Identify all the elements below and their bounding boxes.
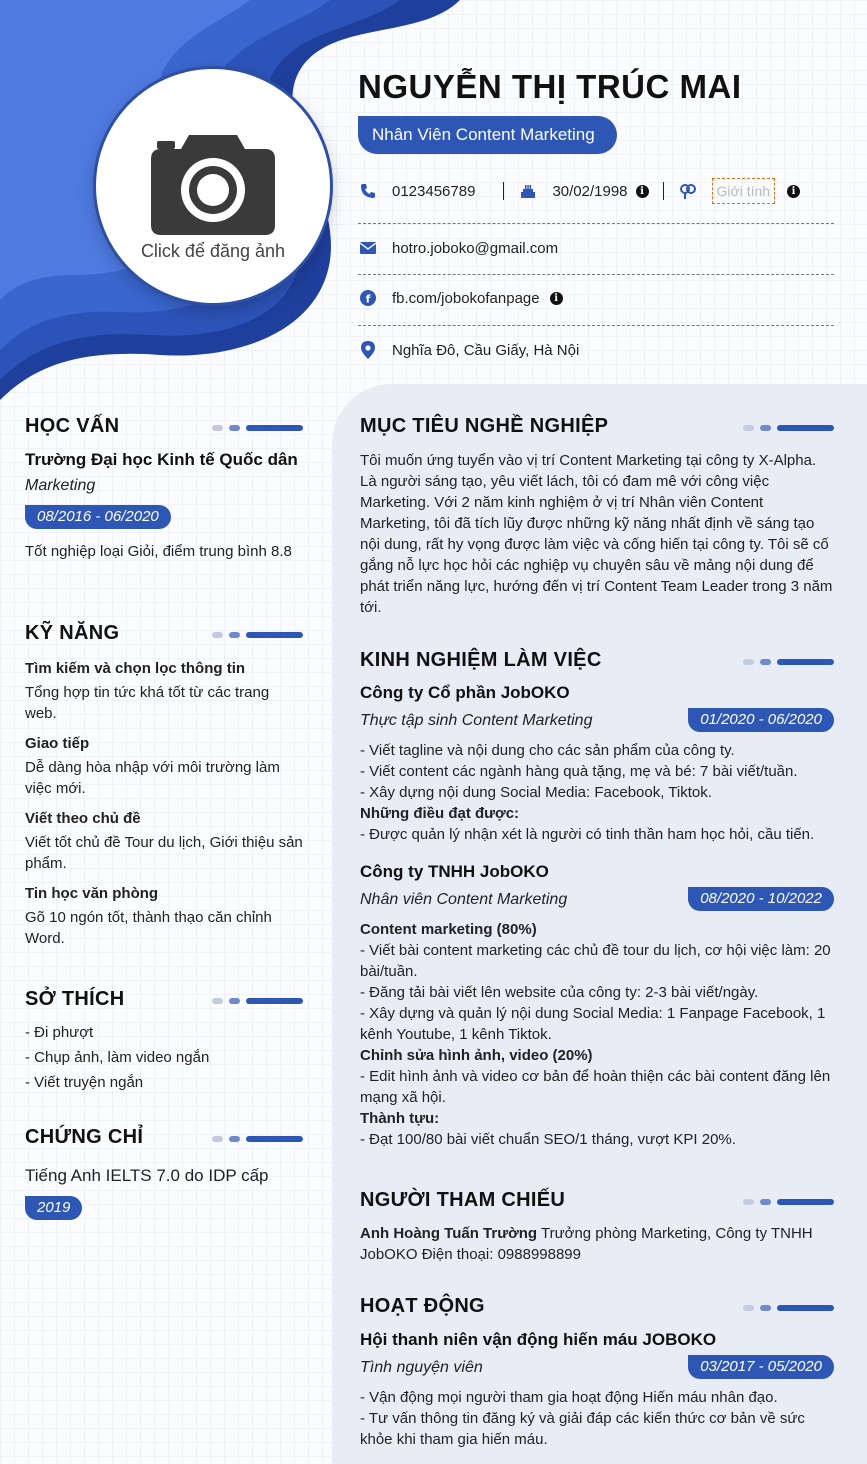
position-badge[interactable]: Nhân Viên Content Marketing — [358, 116, 617, 154]
experience-heading-row — [360, 649, 834, 675]
activity-role[interactable]: Tình nguyện viên — [360, 1358, 483, 1376]
reference-detail: Trưởng phòng Marketing, Công ty TNHH JobOKO Điện thoại: 0988998899 — [360, 1225, 813, 1263]
contact-row-address — [358, 327, 834, 373]
skill-item — [25, 883, 303, 949]
experience-heading: KINH NGHIỆM LÀM VIỆC — [360, 649, 602, 671]
skill-description[interactable]: Dễ dàng hòa nhập với môi trường làm việc mới. — [25, 759, 280, 797]
education-description[interactable]: Tốt nghiệp loại Giỏi, điểm trung bình 8.8 — [25, 543, 292, 560]
certificates-section — [25, 1126, 303, 1220]
skill-name[interactable]: Viết theo chủ đề — [25, 810, 141, 827]
skills-heading: KỸ NĂNG — [25, 622, 120, 644]
activities-section — [360, 1295, 834, 1450]
job-detail-heading[interactable]: Thành tựu: — [360, 1110, 440, 1127]
job-detail-line[interactable]: - Viết tagline và nội dung cho các sản phẩm của công ty. — [360, 742, 735, 759]
job-detail-line[interactable]: - Xây dựng và quản lý nội dung Social Media: 1 Fanpage Facebook, 1 kênh Youtube, 1 kênh Tiktok. — [360, 1005, 826, 1043]
skills-section — [25, 622, 303, 949]
facebook-icon — [358, 288, 378, 308]
skill-item — [25, 733, 303, 799]
certificate-name[interactable]: Tiếng Anh IELTS 7.0 do IDP cấp — [25, 1166, 269, 1185]
phone-text[interactable]: 0123456789 — [392, 182, 476, 200]
contact-row-facebook — [358, 275, 834, 321]
divider — [358, 325, 834, 326]
activity-period-badge[interactable]: 03/2017 - 05/2020 — [688, 1355, 834, 1379]
objective-heading: MỤC TIÊU NGHỀ NGHIỆP — [360, 415, 609, 437]
reference-heading: NGƯỜI THAM CHIẾU — [360, 1189, 566, 1211]
job-detail-heading[interactable]: Những điều đạt được: — [360, 805, 520, 822]
job-detail-heading[interactable]: Content marketing (80%) — [360, 921, 537, 938]
hobby-item[interactable]: - Chụp ảnh, làm video ngắn — [25, 1049, 210, 1066]
job-detail-line[interactable]: - Được quản lý nhận xét là người có tinh thần ham học hỏi, cầu tiến. — [360, 826, 815, 843]
job-period-badge[interactable]: 01/2020 - 06/2020 — [688, 708, 834, 732]
reference-heading-row — [360, 1189, 834, 1215]
gender-field[interactable]: Giới tính — [712, 178, 776, 204]
experience-section — [360, 649, 834, 1150]
school-name[interactable]: Trường Đại học Kinh tế Quốc dân — [25, 450, 298, 469]
certificates-heading: CHỨNG CHỈ — [25, 1126, 144, 1148]
job-detail-line[interactable]: - Edit hình ảnh và video cơ bản để hoàn thiện các bài content đăng lên mạng xã hội. — [360, 1068, 831, 1106]
location-pin-icon — [358, 340, 378, 360]
contact-row-phone-birthday — [358, 168, 834, 214]
job-detail-heading[interactable]: Chỉnh sửa hình ảnh, video (20%) — [360, 1047, 593, 1064]
job-role[interactable]: Thực tập sinh Content Marketing — [360, 711, 593, 729]
email-text[interactable]: hotro.joboko@gmail.com — [392, 239, 559, 257]
svg-text:f: f — [365, 292, 371, 306]
avatar-caption: Click để đăng ảnh — [140, 240, 286, 261]
heading-decoration — [743, 425, 834, 431]
major[interactable]: Marketing — [25, 477, 96, 494]
skill-item — [25, 658, 303, 724]
avatar-upload[interactable] — [96, 69, 330, 303]
job-detail-line[interactable]: - Đạt 100/80 bài viết chuẩn SEO/1 tháng, vượt KPI 20%. — [360, 1131, 736, 1148]
activity-org[interactable]: Hội thanh niên vận động hiến máu JOBOKO — [360, 1330, 717, 1349]
birthday-cake-icon — [518, 181, 538, 201]
heading-decoration — [743, 1199, 834, 1205]
education-period-badge[interactable]: 08/2016 - 06/2020 — [25, 505, 171, 529]
job-detail-line[interactable]: - Viết bài content marketing các chủ đề tour du lịch, cơ hội việc làm: 20 bài/tuần. — [360, 942, 831, 980]
education-heading-row — [25, 415, 303, 441]
skill-name[interactable]: Giao tiếp — [25, 735, 90, 752]
hobbies-heading: SỞ THÍCH — [25, 988, 125, 1010]
education-heading: HỌC VẤN — [25, 415, 120, 437]
camera-icon — [149, 127, 277, 235]
separator — [503, 182, 504, 200]
candidate-name[interactable]: NGUYỄN THỊ TRÚC MAI — [358, 68, 742, 105]
reference-text[interactable] — [360, 1223, 834, 1265]
birthday-text[interactable]: 30/02/1998 — [552, 182, 628, 200]
skill-name[interactable]: Tìm kiếm và chọn lọc thông tin — [25, 660, 246, 677]
job-entry — [360, 862, 834, 1150]
activity-detail-line[interactable]: - Tư vấn thông tin đăng ký và giải đáp các kiến thức cơ bản về sức khỏe khi tham gia hiến máu. — [360, 1410, 805, 1448]
skills-heading-row — [25, 622, 303, 648]
objective-heading-row — [360, 415, 834, 441]
separator — [663, 182, 664, 200]
reference-name: Anh Hoàng Tuấn Trường — [360, 1225, 538, 1242]
certificate-year-badge[interactable]: 2019 — [25, 1196, 82, 1220]
reference-section — [360, 1189, 834, 1265]
job-detail-line[interactable]: - Đăng tải bài viết lên website của công ty: 2-3 bài viết/ngày. — [360, 984, 759, 1001]
email-icon — [358, 238, 378, 258]
hobby-item[interactable]: - Viết truyện ngắn — [25, 1074, 144, 1091]
hobbies-heading-row — [25, 988, 303, 1014]
job-entry — [360, 683, 834, 845]
job-detail-line[interactable]: - Viết content các ngành hàng quà tặng, mẹ và bé: 7 bài viết/tuần. — [360, 763, 798, 780]
info-icon[interactable]: i — [636, 185, 649, 198]
skill-description[interactable]: Gõ 10 ngón tốt, thành thạo căn chỉnh Word. — [25, 909, 272, 947]
company-name[interactable]: Công ty TNHH JobOKO — [360, 862, 549, 881]
address-text[interactable]: Nghĩa Đô, Cầu Giấy, Hà Nội — [392, 341, 580, 359]
activities-heading: HOẠT ĐỘNG — [360, 1295, 485, 1317]
skill-name[interactable]: Tin học văn phòng — [25, 885, 159, 902]
heading-decoration — [212, 632, 303, 638]
heading-decoration — [743, 659, 834, 665]
job-detail-line[interactable]: - Xây dựng nội dung Social Media: Facebook, Tiktok. — [360, 784, 712, 801]
heading-decoration — [212, 425, 303, 431]
facebook-text[interactable]: fb.com/jobokofanpage — [392, 289, 540, 307]
job-role[interactable]: Nhân viên Content Marketing — [360, 890, 568, 908]
education-section — [25, 415, 303, 562]
activities-heading-row — [360, 1295, 834, 1321]
info-icon[interactable]: i — [550, 292, 563, 305]
gender-icon — [678, 181, 698, 201]
hobbies-section — [25, 988, 303, 1093]
job-period-badge[interactable]: 08/2020 - 10/2022 — [688, 887, 834, 911]
skill-item — [25, 808, 303, 874]
contact-row-email — [358, 225, 834, 271]
skill-description[interactable]: Tổng hợp tin tức khá tốt từ các trang web. — [25, 684, 270, 722]
heading-decoration — [212, 998, 303, 1004]
heading-decoration — [743, 1305, 834, 1311]
skill-description[interactable]: Viết tốt chủ đề Tour du lịch, Giới thiệu sản phẩm. — [25, 834, 303, 872]
info-icon[interactable]: i — [787, 185, 800, 198]
activity-detail-line[interactable]: - Vận động mọi người tham gia hoạt động Hiến máu nhân đạo. — [360, 1389, 778, 1406]
company-name[interactable]: Công ty Cổ phần JobOKO — [360, 683, 570, 702]
divider — [358, 223, 834, 224]
objective-section — [360, 415, 834, 618]
objective-text[interactable]: Tôi muốn ứng tuyển vào vị trí Content Marketing tại công ty X-Alpha. Là người sáng tạo, yêu viết lách, tôi có đam mê với công việc Marketing. Với 2 năm kinh nghiệm ở vị trí Nhân viên Content Marketing, tôi đã tích lũy được những kỹ năng nhất định về sáng tạo nội dung, rất hy vọng được làm việc và cống hiến tại công ty. Tôi sẽ cố gắng nỗ lực học hỏi các nghiệp vụ chuyên sâu về mảng nội dung để phát triển năng lực, hướng đến vị trí Content Team Leader trong 3 năm tới. — [360, 452, 833, 616]
hobby-item[interactable]: - Đi phượt — [25, 1024, 94, 1041]
phone-icon — [358, 181, 378, 201]
heading-decoration — [212, 1136, 303, 1142]
certificates-heading-row — [25, 1126, 303, 1152]
